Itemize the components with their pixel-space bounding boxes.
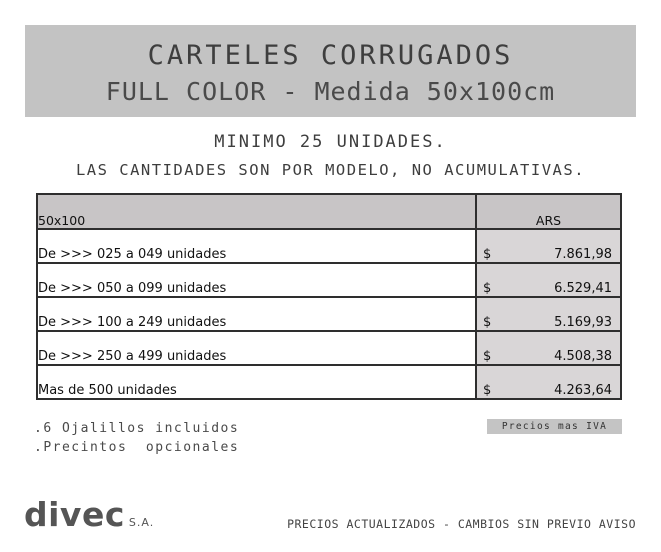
currency-symbol: $ [483,315,492,330]
quantity-range: Mas de 500 unidades [37,365,476,399]
price-cell [476,365,621,399]
price-cell [476,263,621,297]
price-cell [476,229,621,263]
table-row [37,297,621,331]
page-subtitle: FULL COLOR - Medida 50x100cm [105,77,556,106]
price-cell [476,331,621,365]
price-value: 7.861,98 [554,247,612,262]
table-row [37,331,621,365]
price-value: 6.529,41 [554,281,612,296]
quantity-range: De >>> 250 a 499 unidades [37,331,476,365]
brand-name: divec [24,495,125,534]
quantity-range: De >>> 100 a 249 unidades [37,297,476,331]
currency-symbol: $ [483,281,492,296]
brand-logo [24,495,154,534]
footer-disclaimer: PRECIOS ACTUALIZADOS - CAMBIOS SIN PREVIO AVISO [287,517,636,531]
price-table [36,193,622,400]
per-model-note: LAS CANTIDADES SON POR MODELO, NO ACUMULATIVAS. [75,161,586,179]
table-row [37,263,621,297]
currency-symbol: $ [483,247,492,262]
seals-note: .Precintos opcionales [34,440,240,455]
price-value: 5.169,93 [554,315,612,330]
table-row [37,229,621,263]
title-banner [25,25,636,117]
quantity-range: De >>> 025 a 049 unidades [37,229,476,263]
brand-suffix: S.A. [128,516,155,529]
minimum-note: MINIMO 25 UNIDADES. [214,132,447,152]
page-title: CARTELES CORRUGADOS [147,40,514,71]
header-currency: ARS [476,194,621,229]
currency-symbol: $ [483,383,492,398]
eyelets-note: .6 Ojalillos incluidos [34,421,240,436]
price-value: 4.508,38 [554,349,612,364]
price-cell [476,297,621,331]
currency-symbol: $ [483,349,492,364]
table-row [37,365,621,399]
quantity-range: De >>> 050 a 099 unidades [37,263,476,297]
header-size: 50x100 [37,194,476,229]
included-extras [34,419,239,457]
vat-badge: Precios mas IVA [487,419,622,434]
table-header-row [37,194,621,229]
price-value: 4.263,64 [554,383,612,398]
